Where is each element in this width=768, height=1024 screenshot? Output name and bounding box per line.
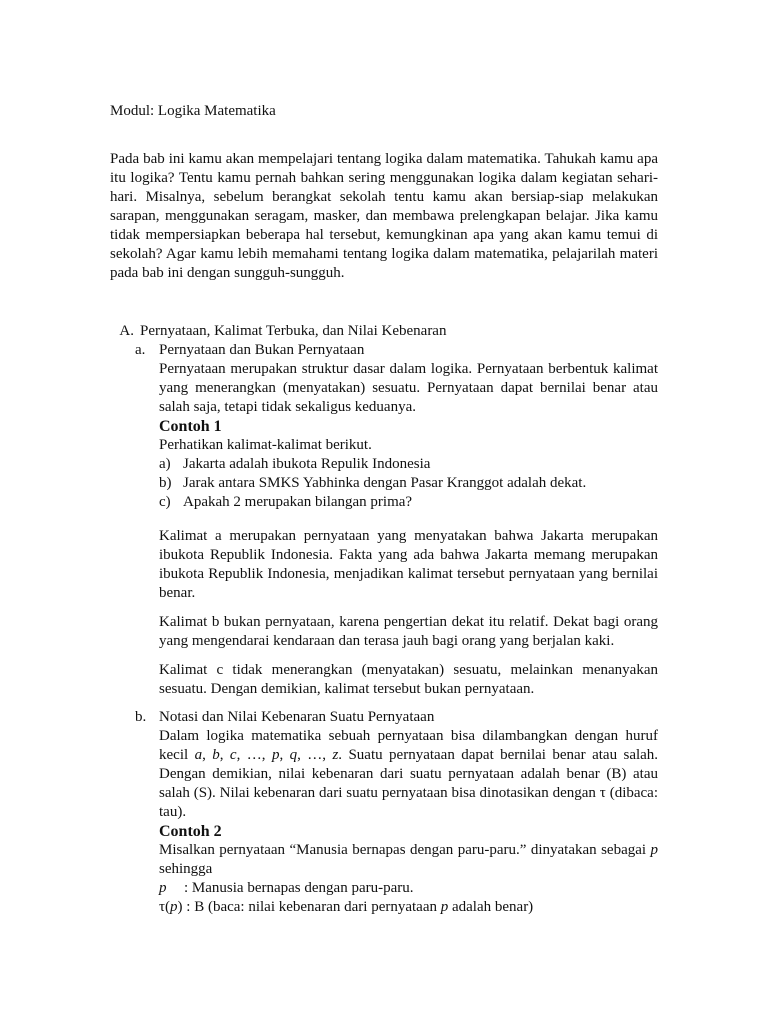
example-1-list <box>159 455 658 512</box>
explanation-c: Kalimat c tidak menerangkan (menyatakan) sesuatu, melainkan menanyakan sesuatu. Dengan demikian, kalimat tersebut bukan pernyataan. <box>159 662 658 697</box>
sep: , <box>261 747 272 763</box>
notation-text-1: Dalam logika matematika sebuah pernyataan bisa dilambangkan dengan huruf kecil <box>159 728 658 763</box>
subsection-a-heading <box>135 341 658 360</box>
def-key-p: p <box>159 880 167 896</box>
tau-post: adalah benar) <box>448 899 534 915</box>
subsection-b-title: Notasi dan Nilai Kebenaran Suatu Pernyataan <box>159 709 435 725</box>
var-q: q <box>289 747 298 763</box>
example-1-heading: Contoh 1 <box>159 418 222 435</box>
definition-row-p <box>159 879 658 898</box>
list-marker: c) <box>159 494 171 510</box>
definition-paragraph: Pernyataan merupakan struktur dasar dalam logika. Pernyataan berbentuk kalimat yang menerangkan (menyatakan) sesuatu. Pernyataan dapat bernilai benar atau salah saja, tetapi tidak sekaligus keduanya. <box>159 361 658 415</box>
intro-paragraph: Pada bab ini kamu akan mempelajari tentang logika dalam matematika. Tahukah kamu apa itu logika? Tentu kamu pernah bahkan sering menggunakan logika dalam kegiatan sehari-hari. Misalnya, sebelum berangkat sekolah tentu kamu akan bersiap-siap melakukan sarapan, menggunakan seragam, masker, dan membawa prelengkapan belajar. Jika kamu tidak mempersiapkan beberapa hal tersebut, kemungkinan apa yang akan kamu temui di sekolah? Agar kamu lebih memahami tentang logika dalam matematika, pelajarilah materi pada bab ini dengan sungguh-sungguh. <box>110 151 658 281</box>
sep: , <box>219 747 230 763</box>
list-text: Apakah 2 merupakan bilangan prima? <box>183 494 413 510</box>
var-b: b <box>212 747 220 763</box>
ellipsis: … <box>246 747 262 763</box>
section-a-heading <box>110 322 658 341</box>
def-value: : Manusia bernapas dengan paru-paru. <box>184 880 414 896</box>
example-1-lead: Perhatikan kalimat-kalimat berikut. <box>159 437 372 453</box>
definition-row-tau <box>159 898 658 917</box>
explanation-a: Kalimat a merupakan pernyataan yang menyatakan bahwa Jakarta merupakan ibukota Republik Indonesia. Fakta yang ada bahwa Jakarta memang merupakan ibukota Republik Indonesia, menjadikan kalimat tersebut pernyataan yang bernilai benar. <box>159 528 658 601</box>
list-item <box>159 455 658 474</box>
example-2-lead <box>159 841 658 879</box>
example-2-text-2: sehingga <box>159 861 213 877</box>
var-p: p <box>650 842 658 858</box>
sep: , <box>297 747 308 763</box>
module-title: Modul: Logika Matematika <box>110 103 276 119</box>
var-z: z <box>332 747 339 763</box>
list-marker: b) <box>159 475 172 491</box>
ellipsis: … <box>307 747 323 763</box>
var-p: p <box>440 899 449 915</box>
example-2-heading: Contoh 2 <box>159 823 222 840</box>
subsection-a-title: Pernyataan dan Bukan Pernyataan <box>159 342 365 358</box>
subsection-b-body <box>159 727 658 917</box>
var-c: c <box>229 747 237 763</box>
sep: , <box>322 747 333 763</box>
subsection-a-marker: a. <box>135 342 146 358</box>
notation-text-2: . Suatu pernyataan dapat bernilai benar atau salah. Dengan demikian, nilai kebenaran dari suatu pernyataan adalah benar (B) atau salah (S). Nilai kebenaran dari suatu pernyataan bisa dinotasikan dengan τ (dibaca: tau). <box>159 747 659 820</box>
var-p: p <box>170 899 178 915</box>
section-a-marker: A. <box>119 323 134 339</box>
list-marker: a) <box>159 456 171 472</box>
sep: , <box>236 747 247 763</box>
tau-open: τ( <box>159 899 171 915</box>
list-item <box>159 474 658 493</box>
var-p: p <box>271 747 280 763</box>
subsection-b-marker: b. <box>135 709 147 725</box>
sep: , <box>279 747 290 763</box>
notation-paragraph <box>159 727 658 822</box>
sep: , <box>202 747 213 763</box>
list-text: Jarak antara SMKS Yabhinka dengan Pasar Kranggot adalah dekat. <box>183 475 587 491</box>
section-a-title: Pernyataan, Kalimat Terbuka, dan Nilai Kebenaran <box>140 323 447 339</box>
list-item <box>159 493 658 512</box>
tau-mid: ) : B (baca: nilai kebenaran dari pernyataan <box>177 899 441 915</box>
subsection-b-heading <box>135 708 658 727</box>
explanation-b: Kalimat b bukan pernyataan, karena pengertian dekat itu relatif. Dekat bagi orang yang mengendarai kendaraan dan terasa jauh bagi orang yang berjalan kaki. <box>159 614 658 649</box>
var-a: a <box>194 747 203 763</box>
subsection-a-body <box>159 360 658 699</box>
example-2-text-1: Misalkan pernyataan “Manusia bernapas dengan paru-paru.” dinyatakan sebagai <box>159 842 651 858</box>
list-text: Jakarta adalah ibukota Repulik Indonesia <box>183 456 431 472</box>
